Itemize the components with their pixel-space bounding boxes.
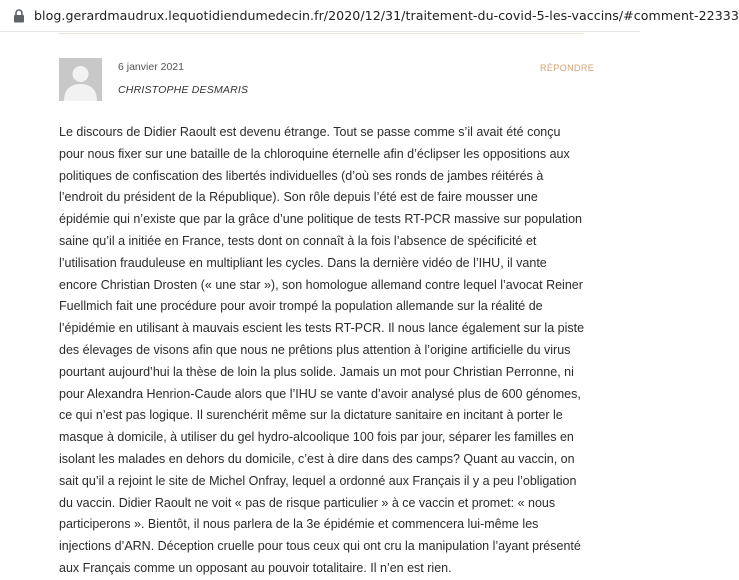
comment-body: Le discours de Didier Raoult est devenu étrange. Tout se passe comme s’il avait été conçu pour nous fixer sur une bataille de la chloroquine éternelle afin d’éclipser les oppositions aux politiques de confiscation des libertés individuelles (d’où ses ronds de jambes réitérés à l’endroit du président de la République). Son rôle depuis l’été est de faire mousser une épidémie qui n’existe que par la grâce d’une politique de tests RT-PCR massive sur population saine qu’il a initiée en France, tests dont on connaît à la fois l’absence de spécificité et l’utilisation frauduleuse en multipliant les cycles. Dans la dernière vidéo de l’IHU, il vante encore Christian Drosten (« une star »), son homologue allemand contre lequel l’avocat Reiner Fuellmich fait une procédure pour avoir trompé la population allemande sur la réalité de l’épidémie en utilisant à mauvais escient les tests RT-PCR. Il nous lance également sur la piste des élevages de visons afin que nous ne prêtions plus attention à l’origine artificielle du virus pourtant aujourd’hui la thèse de loin la plus solide. Jamais un mot pour Christian Perronne, ni pour Alexandra Henrion-Caude alors que l’IHU se vante d’avoir analysé plus de 600 génomes, ce qui n’est pas logique. Il surenchérit même sur la dictature sanitaire en incitant à porter le masque à domicile, à utiliser du gel hydro-alcoolique 100 fois par jour, séparer les familles en isolant les malades en dehors du domicile, c’est à dire dans des camps? Quant au vaccin, on sait qu’il a rejoint le site de Michel Onfray, lequel a ordonné aux Français il y a peu l’obligation du vaccin. Didier Raoult ne voit « pas de risque particulier » à ce vaccin et promet: « nous participerons ». Bientôt, il nous parlera de la 3e épidémie et commencera lui-même les injections d’ARN. Déception cruelle pour tous ceux qui ont cru la manipulation l’ayant présenté aux Français comme un opposant au pouvoir totalitaire. Il n’en est rien. bbox=[59, 125, 585, 575]
url-text[interactable]: blog.gerardmaudrux.lequotidiendumedecin.fr/2020/12/31/traitement-du-covid-5-les-vaccins/#comment-22333 bbox=[34, 8, 739, 23]
default-avatar-icon bbox=[59, 58, 102, 101]
comment-date: 6 janvier 2021 bbox=[118, 61, 184, 73]
address-bar[interactable] bbox=[0, 0, 739, 32]
divider bbox=[58, 33, 583, 34]
lock-icon[interactable] bbox=[13, 9, 25, 23]
comment-author[interactable]: CHRISTOPHE DESMARIS bbox=[118, 84, 249, 96]
reply-link[interactable]: RÉPONDRE bbox=[540, 63, 595, 73]
